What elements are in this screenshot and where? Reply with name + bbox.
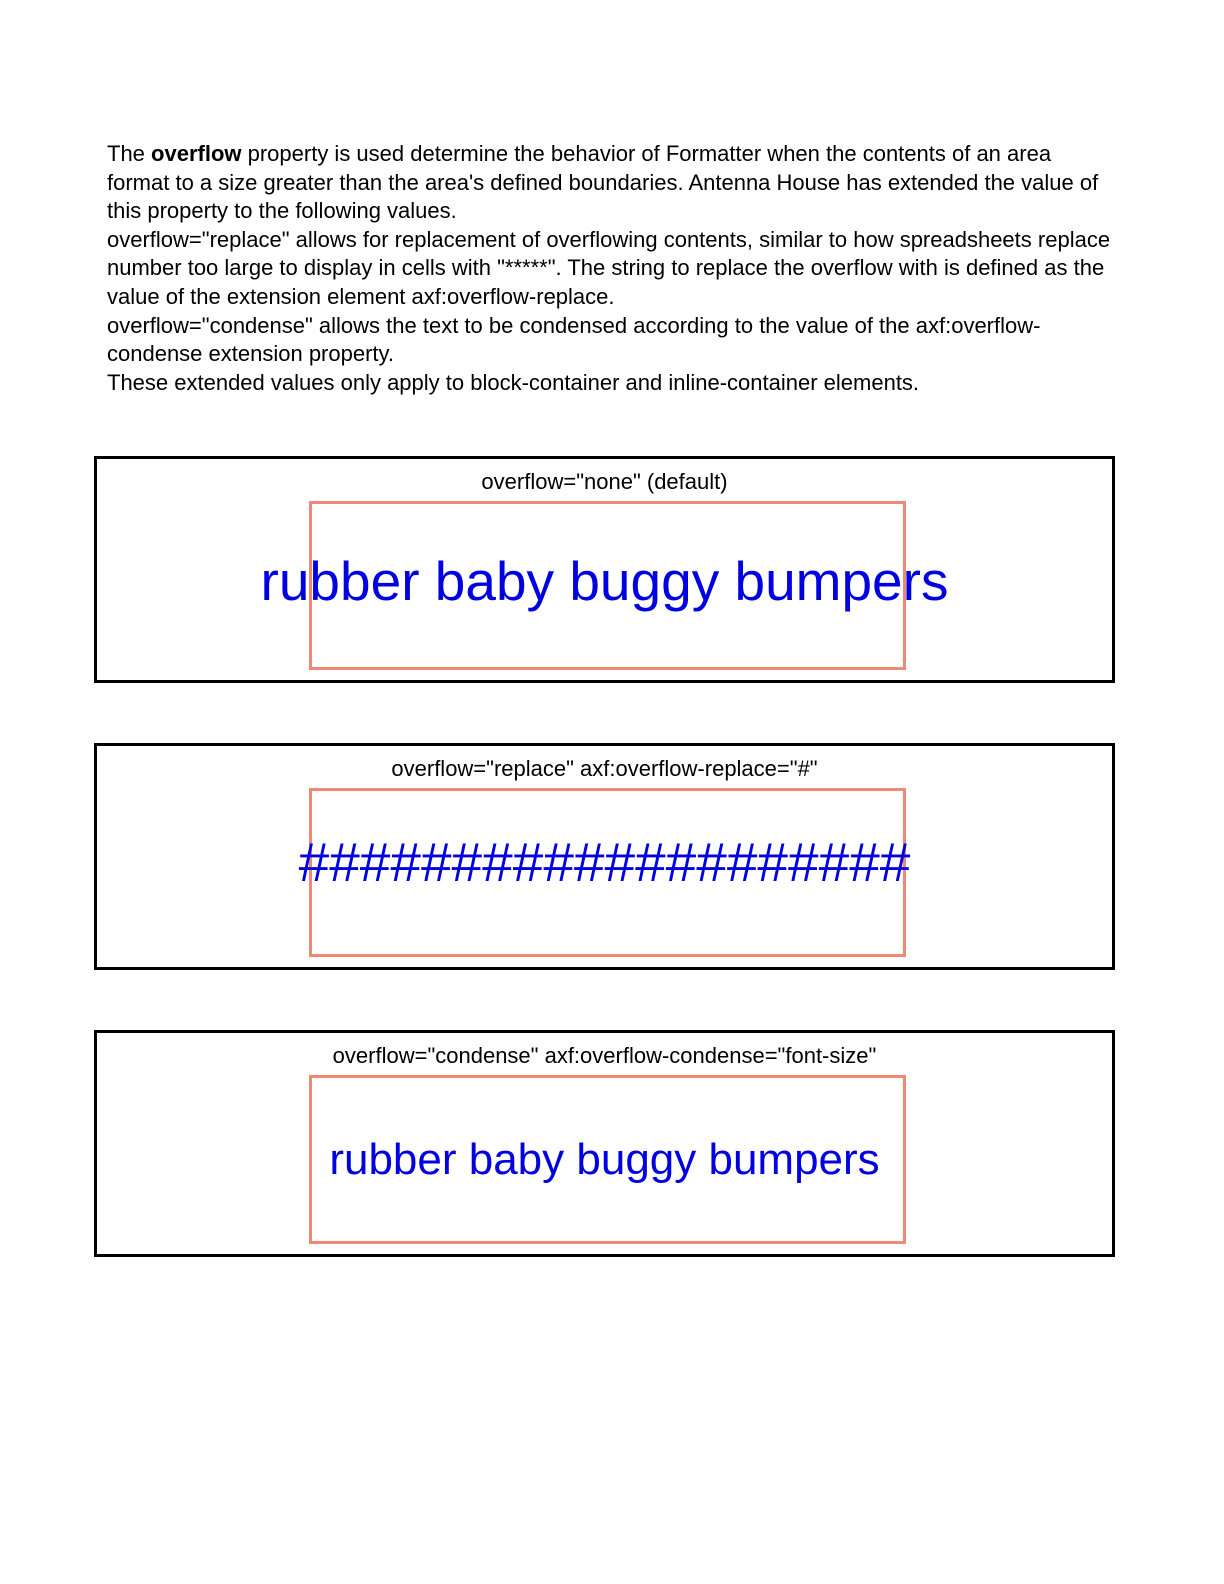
condense-paragraph: overflow="condense" allows the text to be condensed according to the value of the axf:overflow-condense extension property. — [107, 312, 1041, 367]
replace-paragraph: overflow="replace" allows for replacement of overflowing contents, similar to how spreadsheets replace number too large to display in cells with "*****". The string to replace the overflow with is defined as the value of the extension element axf:overflow-replace. — [107, 226, 1111, 309]
example-overflow-replace — [94, 743, 1115, 970]
applies-paragraph: These extended values only apply to block-container and inline-container elements. — [107, 369, 920, 395]
example-overflow-condense — [94, 1030, 1115, 1257]
intro-text — [107, 140, 1117, 397]
example-caption: overflow="replace" axf:overflow-replace="#" — [391, 756, 818, 781]
intro-paragraph — [107, 140, 1117, 226]
example-caption: overflow="none" (default) — [481, 469, 728, 494]
example-content: #################### — [298, 831, 911, 893]
example-content: rubber baby buggy bumpers — [329, 1135, 880, 1184]
example-overflow-none — [94, 456, 1115, 683]
overflow-keyword: overflow — [151, 141, 242, 166]
example-caption: overflow="condense" axf:overflow-condense="font-size" — [332, 1043, 877, 1068]
intro-description: property is used determine the behavior of Formatter when the contents of an area format to a size greater than the area's defined boundaries. Antenna House has extended the value of this property to the following values. — [107, 141, 1099, 224]
intro-prefix: The — [107, 141, 152, 166]
example-content: rubber baby buggy bumpers — [260, 550, 949, 612]
